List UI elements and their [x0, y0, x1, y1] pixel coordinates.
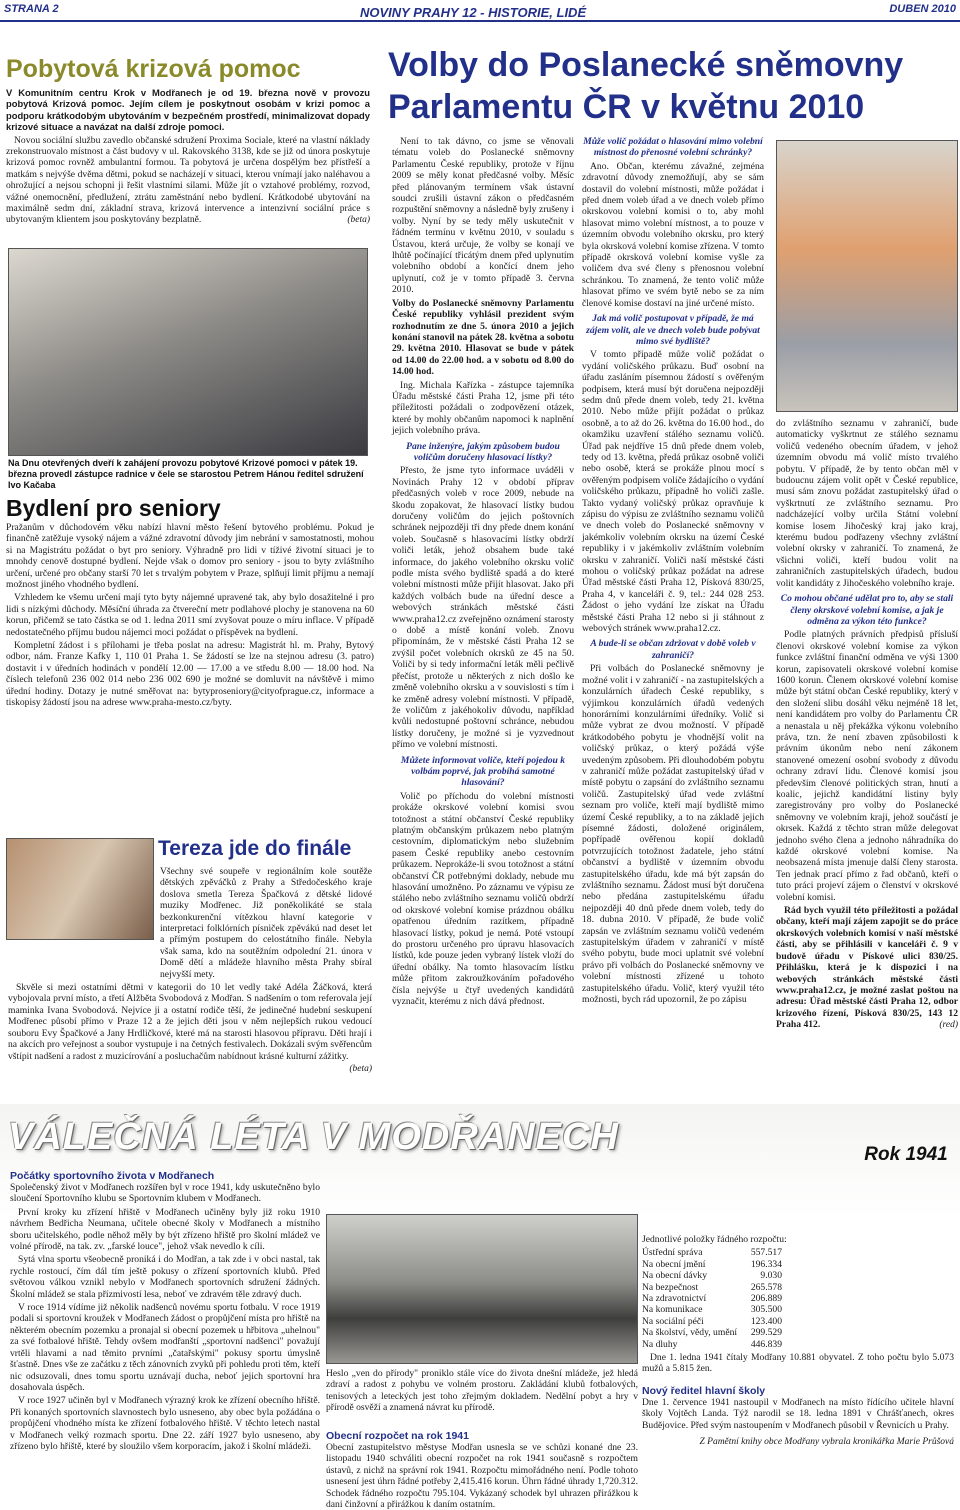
answer-6-call: Rád bych využil této příležitosti a požádal občany, kteří mají zájem zapojit se do práce okrskových volebních komisí v naší městské části, aby se přihlásili v kanceláři č. 9 v budově úřadu v Pískové ulici 830/25. Přihlášku, která je k dispozici i na webových stránkách městské části www.praha12.cz, je možné zaslat poštou na adresu: Úřad městské části Praha 12, odbor krizového řízení, Písková 830/25, 143 12 Praha 412.	[776, 905, 958, 1031]
question-5: A bude-li se občan zdržovat v době voleb v zahraničí?	[590, 638, 756, 661]
budget-label: Na školství, vědy, umění	[642, 1327, 738, 1339]
elections-col2	[582, 136, 764, 1128]
budget-label: Na komunikace	[642, 1304, 703, 1316]
elections-intro: Není to tak dávno, co jsme se věnovali tématu voleb do Poslanecké sněmovny Parlamentu České republiky, protože v říjnu 2009 se měly konat předčasné volby. Měsíc před plánovaným termínem však ústavní soudci zrušili ústavní zákon o předčasném rozpuštění sněmovny a následně byly zrušeny i volby. Nyní by se tedy měly uskutečnit v řádném termínu v květnu 2010, v souladu s Ústavou, která určuje, že volby se konají ve lhůtě počínající třicátým dnem před uplynutím volebního období a končící dnem jeho uplynutí, což je v tomto případě 3. června 2010.	[392, 136, 574, 296]
elections-dates: Volby do Poslanecké sněmovny Parlamentu České republiky vyhlásil prezident svým rozhodnutím ze dne 5. února 2010 a jejich konání stanovil na pátek 28. května a sobotu 29. května 2010. Hlasovat se bude v pátek od 14.00 do 22.00 hod. a v sobotu od 8.00 do 14.00 hod.	[392, 297, 574, 378]
budget-table	[642, 1247, 782, 1350]
tereza-p2: Skvěle si mezi ostatními dětmi v kategorii do 10 let vedly také Adéla Žáčková, která vybojovala první místo, a třetí Alžběta Svobodová z Modřan. S nadšením o tom referovala její maminka Ivana Svobodová. Nejvíce ji a ostatní rodiče těší, že jedinečné hudební seskupení Modřenec působí přímo v Praze 12 a že jejich děti jsou v něm nejlepších rukou vedoucí souboru Evy Špačkové a Jany Hrdličkové, které má na starosti hlasovou přípravu. Děti hrají i na akcích pro veřejnost a soubor vystupuje i na četných festivalech. Dokázali svým svěřencům vštípit nadšení a radost z muzicírování a posluchačům nabídnout krásné kulturní zážitky.	[8, 982, 372, 1062]
budget-value: 557.517	[750, 1247, 782, 1259]
budget-title: Jednotlivé položky řádného rozpočtu:	[642, 1234, 787, 1245]
budget-row	[642, 1270, 782, 1281]
housing-title: Bydlení pro seniory	[6, 495, 221, 521]
answer-3: Ano. Občan, kterému závažné, zejména zdravotní důvody znemožňují, aby se sám dostavil do volební místnosti, může požádat i před dnem voleb úřad a ve dnech voleb přímo okrskovou volební komisi o to, aby mohl hlasovat mimo volební místnost, a to pouze v územním obvodu volebního okrsku, pro který byla okrsková volební komise zřízena. V tomto případě okrsková volební komise vyšle za voličem dva své členy s přenosnou volební schránkou. To znamená, že tento volič může hlasovat přímo ve svém bytě nebo se za ním členové komise dostaví na jiné určené místo.	[582, 160, 764, 309]
section-name: NOVINY PRAHY 12 - HISTORIE, LIDÉ	[360, 5, 587, 20]
budget-value: 299.529	[750, 1327, 782, 1339]
crisis-photo-caption: Na Dnu otevřených dveří k zahájení provozu pobytové Krizové pomoci v pátek 19. března provedl zástupce radnice v čele se starostou Petrem Hánou ředitel sdružení Ivo Kačaba	[8, 458, 364, 490]
question-1: Pane inženýre, jakým způsobem budou voličům doručeny hlasovací lístky?	[406, 440, 560, 463]
history-budget-intro	[326, 1430, 638, 1510]
crisis-title: Pobytová krizová pomoc	[6, 55, 301, 83]
crisis-photo	[8, 248, 368, 456]
housing-p3: Kompletní žádost i s přílohami je třeba poslat na adresu: Magistrát hl. m. Prahy, Bytový odbor, nám. Franze Kafky 1, 110 01 Praha 1. Se žádostí se lze na stejnou adresu (3. patro) dostavit i v úředních hodinách v pondělí 12.00 — 17.00 a ve středu 8.00 — 18.00 hod. Na číslech telefonů 236 002 014 nebo 236 002 690 je možné se domluvit na návštěvě i mimo úřední hodiny. Dotazy je nutné směřovat na: bytyproseniory@cityofprague.cz, informace a tiskopisy žádostí jsou na adrese www.praha-mesto.cz/byty.	[6, 640, 374, 709]
answer-2: Volič po příchodu do volební místnosti prokáže okrskové volební komisi svou totožnost a státní občanství České republiky platným občanským průkazem nebo platným cestovním, diplomatickým nebo služebním pasem České republiky anebo cestovním průkazem. Neprokáže-li svou totožnost a státní občanství ČR potřebnými doklady, nebude mu hlasování umožněno. Po záznamu ve výpisu ze stálého nebo zvláštního seznamu voličů obdrží od okrskové volební komise prázdnou obálku opatřenou úředním razítkem, případně hlasovací lístky, pokud je nemá. Poté vstoupí do prostoru určeného pro úpravu hlasovacích lístků, kde pouze jeden vybraný lístek vloží do úřední obálky. Na tomto hlasovacím lístku může přitom zakroužkováním pořadového čísla nejvýše u čtyř uvedených kandidátů vyznačit, kterému z nich dává přednost.	[392, 790, 574, 1008]
elections-title-line2: Parlamentu ČR v květnu 2010	[388, 88, 865, 126]
budget-value: 265.578	[750, 1281, 782, 1293]
elections-title-line1: Volby do Poslanecké sněmovny	[388, 46, 904, 84]
budget-value: 196.334	[750, 1258, 782, 1270]
history-sub1: Počátky sportovního života v Modřanech	[10, 1170, 215, 1182]
question-2: Můžete informovat voliče, kteří pojedou k volbám poprvé, jak probíhá samotné hlasování?	[400, 754, 566, 789]
history-sub2: Obecní rozpočet na rok 1941	[326, 1430, 469, 1442]
budget-row	[642, 1247, 782, 1258]
history-col1	[10, 1170, 320, 1470]
history-photo-caption-block	[326, 1368, 638, 1428]
history-sub3: Nový ředitel hlavní školy	[642, 1384, 766, 1397]
history-credit: Z Pamětní knihy obce Modřany vybrala kronikářka Marie Průšová	[699, 1437, 954, 1448]
elections-interview-intro: Ing. Michala Kařízka - zástupce tajemníka Úřadu městské části Praha 12, jsme při této příležitosti požádali o zodpovězení otázek, které by mohly občanům napomoci k naplnění jejich volebního práva.	[392, 379, 574, 437]
budget-row	[642, 1304, 782, 1315]
housing-p2: Vzhledem ke všemu určení mají tyto byty nájemné upravené tak, aby bylo dosažitelné i pro lidi s nízkými důchody. Měsíční úhrada za čtvereční metr podlahové plochy je stanovena na 60 korun, přičemž se tato částka se od 1. ledna 2011 smí zvyšovat pouze o míru inflace. V případě nedostatečného příjmu budou nájemci moci požádat o příspěvek na bydlení.	[6, 592, 374, 638]
answer-4: V tomto případě může volič požádat o vydání voličského průkazu. Buď osobní na úřadu zasláním písemnou žádostí s ověřeným podpisem, která musí být doručena nejpozději sedm dnů přede dnem voleb, tedy 21. května 2010. Nebo může přijít požádat o průkaz osobně, a to až do 26. května do 16.00 hod., do okamžiku uzavření stálého seznamu voličů. Úřad pak nejdříve 15 dnů přede dnem voleb, tedy od 13. května, předá průkaz osobně voliči nebo osobě, která se prokáže plnou mocí s ověřeným podpisem voliče žádajícího o vydání voličského průkazu, případně ho voliči zašle. Takto vydaný voličský průkaz opravňuje k zápisu do výpisu ze zvláštního seznamu voličů ve dnech voleb do Poslanecké sněmovny v jakémkoliv volebním okrsku na území České republiky i v jakémkoliv zvláštním volebním okrsku v zahraničí. Voliči naší městské části mohou o voličský průkaz požádat na adrese Úřad městské části Praha 12, Písková 830/25, Praha 4, v kanceláři č. 9, tel.: 244 028 253. Žádost o jeho vydání lze získat na Úřadu městské části Praha 12 nebo si ji stáhnout z webových stránek www.praha12.cz.	[582, 349, 764, 635]
issue-date: DUBEN 2010	[889, 3, 956, 15]
budget-value: 206.889	[750, 1293, 782, 1305]
budget-label: Na dluhy	[642, 1338, 678, 1350]
question-4: Jak má volič postupovat v případě, že má zájem volit, ale ve dnech voleb bude pobývat mimo své bydliště?	[586, 313, 760, 347]
budget-label: Na bezpečnost	[642, 1281, 699, 1293]
budget-label: Na zdravotnictví	[642, 1293, 707, 1305]
budget-label: Na obecní dávky	[642, 1270, 708, 1282]
history-p3: Sytá vlna sportu všeobecně proniká i do Modřan, a tak zde i v obci nastal, tak rychle rostoucí, čím dál tím ještě pokusy o zřízení sportovních klubů. Před světovou válkou vznikl nebylo v Modřanech sportovních sdružení žádných. Školní mládež se stala přízmivostí lesa, neboť ve zdravém těle zdravý duch.	[10, 1254, 320, 1300]
history-badge: Rok 1941	[864, 1144, 948, 1165]
voting-photo	[776, 140, 958, 412]
tereza-author: (beta)	[349, 1063, 372, 1074]
housing-p1: Pražanům v důchodovém věku nabízí hlavní město řešení bytového problému. Pokud je finančně zatěžuje vysoký nájem a vážné zdravotní důvody jim nebrání v samostatnosti, mohou si na Magistrátu požádat o byt pro seniory. Výhradně pro lidi v tíživé životní situaci je to mnohdy cenově dostupné bydlení. Nejde však o domov pro seniory - jsou to byty zvláštního určení, určené pro občany starší 70 let s trvalým pobytem v Praze, splňují limit příjmu a nemají možnost jiného vhodného bydlení.	[6, 522, 374, 591]
tereza-article	[8, 866, 372, 1128]
budget-value: 446.839	[750, 1338, 782, 1350]
population-note: Dne 1. ledna 1941 čítaly Modřany 10.881 obyvatel. Z toho počtu bylo 5.073 mužů a 5.815 žen.	[642, 1352, 954, 1375]
budget-value: 9.030	[760, 1270, 782, 1282]
budget-row	[642, 1327, 782, 1338]
budget-row	[642, 1316, 782, 1327]
elections-col1	[392, 136, 574, 1128]
page-number: STRANA 2	[4, 3, 59, 15]
budget-row	[642, 1282, 782, 1293]
crisis-author: (beta)	[347, 214, 370, 225]
answer-1: Přesto, že jsme tyto informace uváděli v Novinách Prahy 12 v období příprav předčasných voleb v roce 2009, nebude na škodu zopakovat, že hlasovací lístky budou doručeny voličům do jejich poštovních schránek nejpozději tři dny přede dnem konání voleb. Současně s hlasovacími lístky obdrží voliči leták, jehož obsahem bude také informace, do jakého volebního okrsku volič podle místa svého bydliště spadá a do které volební místnosti může přijít hlasovat. Jako při každých volbách bude na úřední desce a webových stránkách městské části www.praha12.cz zveřejněno oznámení starosty o době a místě konání voleb. Znovu připomínám, že v městské části Praha 12 se zvýšil počet volebních okrsků ze 45 na 50. Voliči by si tedy informační leták měli pečlivě přečíst, protože u některých z nich došlo ke změně volebního okrsku a v souvislosti s tím i ke změně adresy volební místnosti. V případě, že voličům z jakéhokoliv důvodu, například kvůli nedostupné poštovní schránce, nebudou lístky doručeny, je možné si je vyzvednout přímo ve volební místnosti.	[392, 465, 574, 751]
budget-label: Ústřední správa	[642, 1247, 703, 1259]
crisis-article	[6, 54, 370, 458]
budget-label: Na obecní jmění	[642, 1258, 706, 1270]
budget-row	[642, 1339, 782, 1350]
budget-row	[642, 1259, 782, 1270]
history-p2: První kroky ku zřízení hřiště v Modřanech učiněny byly již roku 1910 návrhem Bedřicha Neumana, učitele obecné školy v Modřanech a místního sboru učitelského, podle něhož měly by být zřízeno hřiště pro školní mládež ve volné přírodě, na tak. zv. „farské louce", jehož však nevedlo k cíli.	[10, 1206, 320, 1253]
history-p6: Obecní zastupitelstvo městyse Modřan usnesla se ve schůzi konané dne 23. listopadu 1940 schváliti obecní rozpočet na rok 1941 současně s rozpočtem ústavů, z nichž na správní rok 1941. Rozpočtu mimořádného není. Podle tohoto usnesení jest úhrn řádné potřeby 2,415.416 korun. Úhrn řádné úhrady 1,720.312. Schodek řádného rozpočtu 795.104. Vykázaný schodek byl uhrazen přirážkou k dani činžovní a přirážkou k daním ostatním.	[326, 1442, 638, 1510]
elections-col3	[776, 418, 958, 1128]
history-p5: V roce 1927 učiněn byl v Modřanech výrazný krok ke zřízení obecního hřiště. Při konaných sportovních slavnostech bylo usneseno, aby obec byla požádána o propůjčení vhodného místa ke zřízení fotbalového hřiště. V těchto letech nastal v Modřanech velký rozmach sportu. Dne 22. září 1927 bylo usneseno, aby zřízeno bylo hřiště, které by sloužilo všem korporacím, jakož i školní mládeži.	[10, 1395, 320, 1452]
history-col3	[642, 1170, 954, 1470]
budget-row	[642, 1293, 782, 1304]
budget-value: 123.400	[750, 1315, 782, 1327]
budget-label: Na sociální péči	[642, 1315, 704, 1327]
page-header	[0, 0, 960, 22]
crisis-lead: V Komunitním centru Krok v Modřanech je od 19. března nově v provozu pobytová Krizová pomoc. Jejím cílem je poskytnout osobám v krizi pomoc a podporu krátkodobým ubytováním v bezpečném prostředí, minimalizovat dopady krizové situace a navázat na další zdroje pomoci.	[6, 87, 370, 133]
housing-article	[6, 494, 374, 824]
crisis-body: Novou sociální službu zavedlo občanské sdružení Proxima Sociale, které na vlastní náklady zrekonstruovalo místnost a část budovy v ul. Rakovského 3138, kde se již od února poskytuje krizová pomoc rovněž ambulantní formou. Ta pobytová je určena dospělým bez přístřeší a matkám s nejvýše dvěma dětmi, pokud se nacházejí v situaci, kterou vnímají jako naléhavou a ohrožující a nejsou schopni ji řešit vlastními silami. Může jít o vztahové problémy, rozvod, vážné onemocnění, předlužení, ztrátu zaměstnání nebo bydlení. Krátkodobé ubytování na maximálně sedm dní, základní strava, krizová intervence a intenzivní sociální práce s ubytovaným klientem jsou poskytovány bezplatně.	[6, 134, 370, 226]
tereza-title: Tereza jde do finále	[158, 837, 352, 860]
elections-title	[388, 44, 958, 130]
answer-6: Podle platných právních předpisů přísluší členovi okrskové volební komise za výkon funkce zvláštní finanční odměna ve výši 1300 korun, zapisovateli okrskové volební komise 1600 korun. Členem okrskové volební komise může být státní občan České republiky, který v den složení slibu dosáhl věku nejméně 18 let, není kandidátem pro volby do Parlamentu ČR a nenastala u něj překážka výkonu volebního práva, tzn. že není zbaven způsobilosti k právním úkonům nebo není zákonem stanovené omezení osobní svobody z důvodu ochrany zdraví lidu. Členové komisí jsou především členové politických stran, hnutí a koalic, jejichž kandidátní listiny byly zaregistrovány pro volby do Poslanecké sněmovny ve volebním kraji, jehož součástí je okrsek. Každá z těchto stran může delegovat jednoho svého člena a jednoho náhradníka do každé okrskové volební komise. Na neobsazená místa jmenuje další členy starosta. Ten jednak prací přímo z řad občanů, kteří o tuto práci projeví zájem o členství v okrskové volební komisi.	[776, 629, 958, 903]
elections-author: (red)	[939, 1019, 958, 1030]
history-photo-caption: Heslo „ven do přírody" proniklo stále více do života dnešní mládeže, jež hledá zdraví a radost z pohybu ve volném prostoru. Zakládání klubů fotbalových, tenisových a leteckých jest toho zřejmým dokladem. Nedělní pobyt a hry v přírodě osvěží a znamená návrat ku přírodě.	[326, 1368, 638, 1414]
budget-value: 305.500	[750, 1304, 782, 1316]
history-p4: V roce 1914 vídíme již několik nadšenců novému sportu fotbalu. V roce 1919 podali si sportovní kroužek v Modřanech žádost o propůjčení místa pro hřiště na některém obecním pozemku a pronajal si obecní pozemek u hřbitova „uhelnou" za své fotbalové hřiště. Tehdy ovšem modřanští „sportovní nadšenci" považují vrtěli hlavami a nad těmito prvními „čatařskými" pokusy sportu úmyslně šťastně. Dnes vše ze začátku z těch zánovních zvyků při pohledu proti těm, kteří nic odsuzovali, dnes tomu sportu uznávají ducha, neboť jejich sportovní hra dosahovala úspěch.	[10, 1302, 320, 1393]
history-p1: Společenský život v Modřanech rozšířen byl v roce 1941, kdy uskutečněno bylo sloučení Sportovního klubu se Sportovním klubem v Modřanech.	[10, 1182, 320, 1205]
answer-5-continued: do zvláštního seznamu v zahraničí, bude automaticky vyškrtnut ze stálého seznamu voličů vedeného obecním úřadem, v jehož územním obvodu má volič místo trvalého pobytu. V případě, že by tento občan měl v budoucnu zájem volit opět v České republice, musí sám znovu požádat zastupitelský úřad o vyškrtnutí ze zvláštního seznamu. Pro nadcházející volby určila Státní volební komise losem Jihočeský kraj jako kraj, kterému budou podřazeny všechny zvláštní volební okrsky v zahraničí. To znamená, že všichni voliči, kteří budou volit na zahraničních zastupitelských úřadech, budou volit kandidáty z Jihočeského volebního kraje.	[776, 418, 958, 589]
tereza-p1: Všechny své soupeře v regionálním kole soutěže dětských zpěváčků z Prahy a Středočeského kraje doslova smetla Tereza Špačková z dětské lidové muziky Modřenec. Již poněkolikáté se stala bezkonkurenční vítězkou hlavní kategorie v interpretaci folklórních písniček zpěvákú nad deset let a přímým postupem do celostátního finále. Nebyla však sama, kdo na soutěžním odpolední 21. února v Domě dětí a mládeže hlavního města Prahy sbíral nejvyšší mety.	[160, 866, 372, 980]
question-6: Co mohou občané udělat pro to, aby se stali členy okrskové volební komise, a jak je odměna za výkon této funkce?	[780, 593, 954, 627]
answer-5: Při volbách do Poslanecké sněmovny je možné volit i v zahraničí - na zastupitelských a konzulárních úřadech České republiky, s výjimkou konzulárních úřadů vedených honorárními konzulárními úředníky. Volič si může vybrat ze dvou možností. V případě krátkodobého pobytu je vhodnější volit na voličský průkaz, o který požádá výše uvedeným způsobem. Při dlouhodobém pobytu v zahraničí může požádat zastupitelský úřad v místě pobytu o zapsání do zvláštního seznamu voličů. Zastupitelský úřad vede zvláštní seznam pro voliče, kteří mají bydliště mimo území České republiky, a to na základě jejich písemné žádosti, doložené originálem, popřípadě ověřenou kopií dokladů potvrzujících totožnost žadatele, jeho státní občanství a bydliště v územním obvodu zastupitelského úřadu, kde má být zapsán do zvláštního seznamu. Žádost musí být doručena nebo předána zastupitelskému úřadu nejpozději 40 dnů přede dnem voleb, tedy do 18. dubna 2010. V případě, že bude volič zapsán ve zvláštním seznamu voličů vedeném zastupitelským úřadem v zahraničí v místě svého pobytu, bude moci uplatnit své volební právo při volbách do Poslanecké sněmovny ve volební místnosti zřízené u tohoto zastupitelského úřadu. Volič, který využil této možnosti, bych rád upozornil, že po zápisu	[582, 663, 764, 1006]
history-p7: Dne 1. července 1941 nastoupil v Modřanech na místo řídícího učitele hlavní školy Vojtěch Landa. Týž narodil se 18. ledna 1891 v Chrášťanech, okres Budějovice. Před svým nastoupením v Modřanech působil v Řevnicích u Prahy.	[642, 1396, 954, 1431]
football-team-photo	[326, 1214, 638, 1364]
history-banner: VÁLEČNÁ LÉTA V MODŘANECH	[8, 1116, 619, 1158]
question-3: Může volič požádat o hlasování mimo volební místnost do přenosné volební schránky?	[583, 136, 763, 159]
